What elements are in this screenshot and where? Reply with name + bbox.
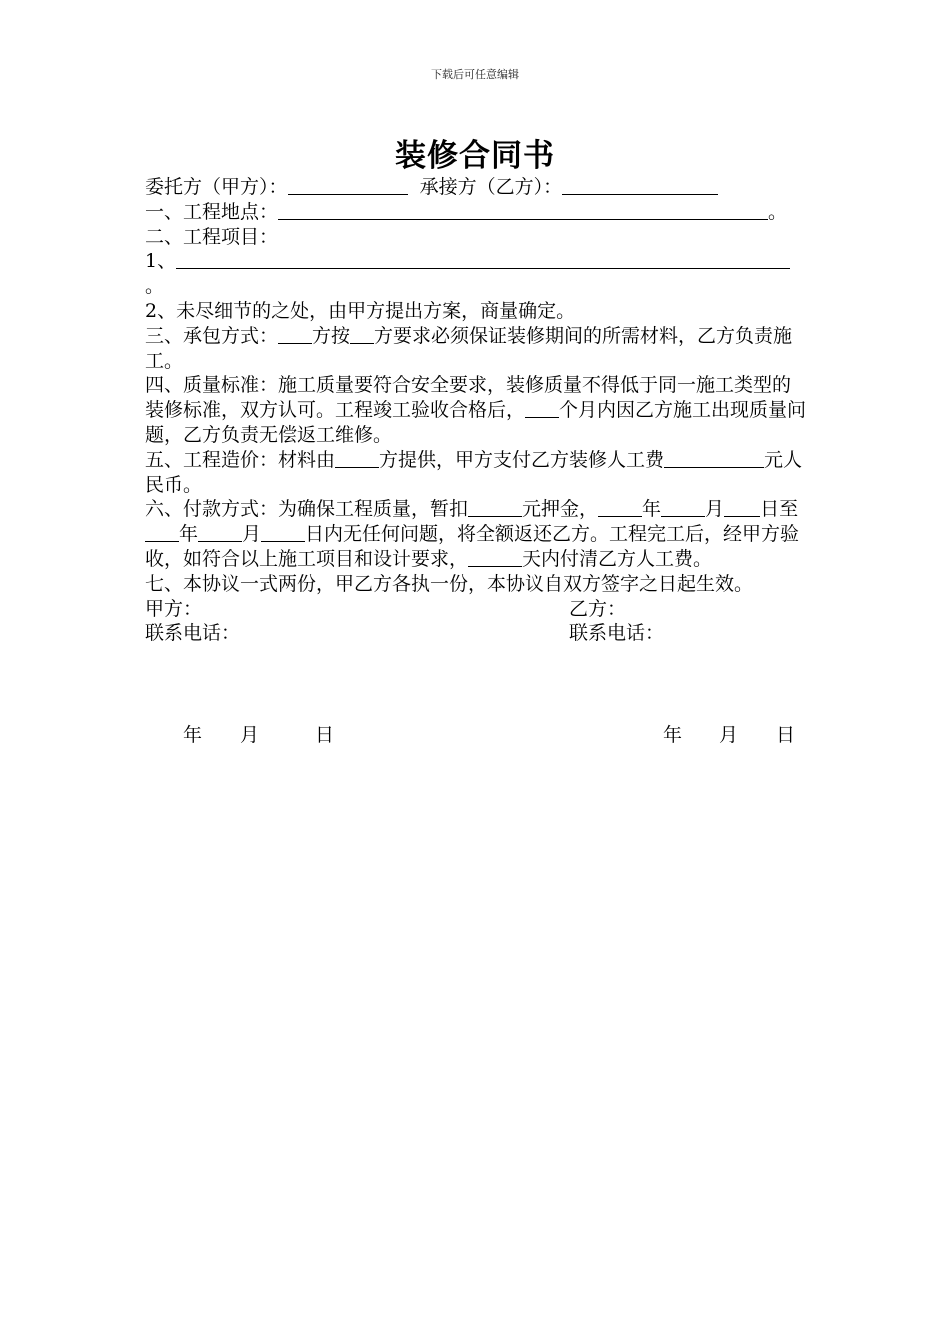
- clause4-text-a: 四、质量标准：施工质量要符合安全要求，装修质量不得低于同一施工类型的装修标准，双方认可。工程竣工验收合格后，: [145, 374, 792, 422]
- location-end: 。: [768, 200, 788, 223]
- year-blank-1[interactable]: [598, 498, 642, 517]
- date-month-a: 月: [240, 724, 260, 746]
- day-blank-2[interactable]: [261, 523, 305, 542]
- clause5-text-b: 方提供，甲方支付乙方装修人工费: [379, 448, 665, 471]
- contractor-label: 承接方（乙方）：: [419, 176, 563, 198]
- contractor-blank[interactable]: [562, 176, 718, 195]
- deposit-blank[interactable]: [468, 498, 522, 517]
- date-month-b: 月: [719, 724, 739, 746]
- clause6-text-g: 月: [242, 523, 262, 546]
- clause6-text-a: 六、付款方式：为确保工程质量，暂扣: [145, 498, 469, 521]
- day-blank-1[interactable]: [724, 498, 760, 517]
- clause5-text-c: 元人民币。: [145, 448, 803, 496]
- project-item-2: 2、未尽细节的之处，由甲方提出方案，商量确定。: [145, 299, 576, 322]
- project-item-1-end: 。: [145, 275, 165, 298]
- clause3-blank-1[interactable]: [278, 325, 312, 344]
- clause6-text-h: 日内无任何问题，将全额返还乙方。工程完工后，经甲方验收，如符合以上施工项目和设计要求，: [145, 523, 800, 570]
- clause-price: [145, 448, 807, 498]
- date-day-a: 日: [315, 724, 335, 746]
- clause6-text-e: 日至: [760, 498, 799, 521]
- clause6-text-f: 年: [179, 523, 199, 546]
- item1-blank[interactable]: [176, 250, 790, 269]
- year-blank-2[interactable]: [145, 523, 179, 542]
- clause5-blank-1[interactable]: [335, 449, 379, 468]
- party-a-signature: 甲方：: [145, 597, 203, 620]
- clause3-text-c: 方要求必须保证装修期间的所需材料，乙方负责施工。: [145, 324, 793, 372]
- party-b-date: [663, 720, 795, 747]
- document-title: 装修合同书: [395, 138, 555, 174]
- party-a-date: [183, 720, 334, 747]
- clause-quality: [145, 373, 807, 447]
- party-a-phone: 联系电话：: [145, 622, 241, 645]
- signature-row: [145, 597, 807, 622]
- clause-project: 二、工程项目：: [145, 225, 279, 248]
- clause-location: [145, 200, 807, 225]
- clause5-text-a: 五、工程造价：材料由: [145, 448, 336, 471]
- header-note: 下载后可任意编辑: [431, 68, 519, 81]
- clause4-text-b: 个月内因乙方施工出现质量问题，乙方负责无偿返工维修。: [145, 399, 807, 446]
- party-b-phone: 联系电话：: [569, 622, 665, 645]
- item1-label: 1、: [145, 250, 177, 273]
- phone-row: [145, 621, 807, 646]
- parties-line: [145, 175, 807, 200]
- clause-payment: [145, 497, 807, 571]
- clause4-blank[interactable]: [525, 399, 559, 418]
- clause6-text-c: 年: [642, 498, 662, 521]
- clause6-text-i: 天内付清乙方人工费。: [522, 547, 713, 570]
- clause5-blank-2a[interactable]: [664, 449, 718, 468]
- project-item-1: [145, 249, 807, 274]
- clause-contract-method: [145, 324, 807, 374]
- location-blank[interactable]: [278, 201, 768, 220]
- month-blank-2[interactable]: [198, 523, 242, 542]
- clause3-text-a: 三、承包方式：: [145, 324, 279, 347]
- date-year-b: 年: [663, 724, 683, 746]
- clause5-blank-2b[interactable]: [718, 449, 764, 468]
- date-day-b: 日: [776, 724, 796, 746]
- party-b-signature: 乙方：: [569, 597, 627, 620]
- clause-copies: 七、本协议一式两份，甲乙方各执一份，本协议自双方签字之日起生效。: [145, 572, 754, 595]
- clause6-text-b: 元押金，: [522, 498, 599, 521]
- client-label: 委托方（甲方）：: [145, 176, 288, 198]
- contract-body: [145, 175, 807, 646]
- clause6-text-d: 月: [705, 498, 725, 521]
- month-blank-1[interactable]: [661, 498, 705, 517]
- location-label: 一、工程地点：: [145, 200, 279, 223]
- clause3-text-b: 方按: [312, 324, 351, 347]
- clause3-blank-2[interactable]: [350, 325, 374, 344]
- days-blank[interactable]: [468, 548, 522, 567]
- date-year-a: 年: [183, 724, 203, 746]
- client-blank[interactable]: [288, 176, 408, 195]
